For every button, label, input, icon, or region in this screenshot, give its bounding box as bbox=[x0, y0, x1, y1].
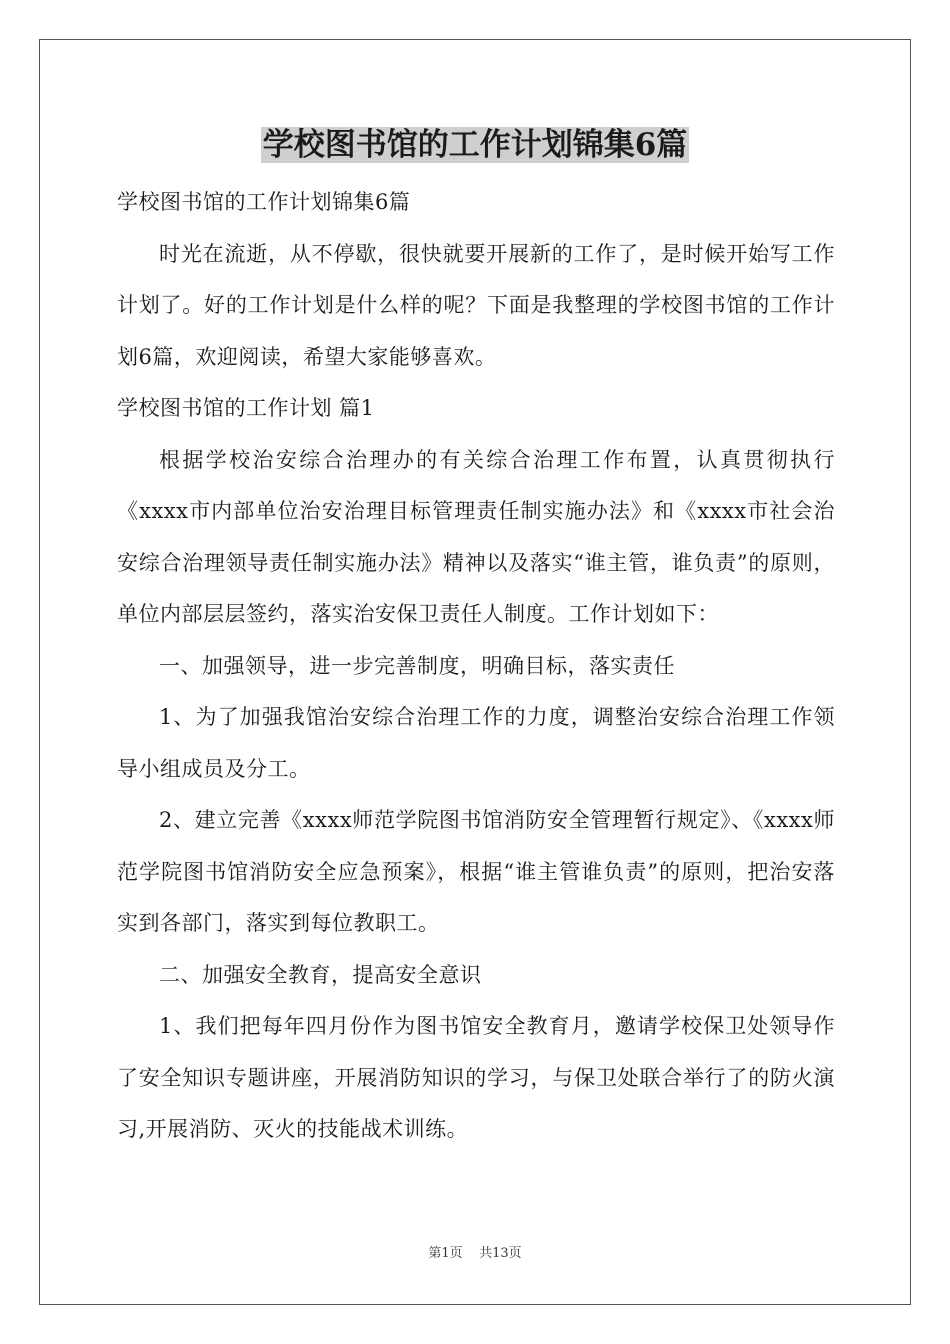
section-heading-1: 学校图书馆的工作计划 篇1 bbox=[117, 396, 375, 420]
document-title-text: 学校图书馆的工作计划锦集6篇 bbox=[262, 127, 688, 163]
paragraph-item-1-1: 1、为了加强我馆治安综合治理工作的力度，调整治安综合治理工作领导小组成员及分工。 bbox=[117, 705, 835, 781]
paragraph-item-2-1: 1、我们把每年四月份作为图书馆安全教育月，邀请学校保卫处领导作了安全知识专题讲座，开展消防知识的学习，与保卫处联合举行了的防火演习,开展消防、灭火的技能战术训练。 bbox=[117, 1014, 835, 1141]
paragraph-basis: 根据学校治安综合治理办的有关综合治理工作布置，认真贯彻执行《xxxx市内部单位治安治理目标管理责任制实施办法》和《xxxx市社会治安综合治理领导责任制实施办法》精神以及落实“谁主管，谁负责”的原则，单位内部层层签约，落实治安保卫责任人制度。工作计划如下： bbox=[117, 447, 835, 626]
document-body bbox=[117, 177, 835, 1156]
paragraph-intro: 时光在流逝，从不停歇，很快就要开展新的工作了，是时候开始写工作计划了。好的工作计划是什么样的呢？下面是我整理的学校图书馆的工作计划6篇，欢迎阅读，希望大家能够喜欢。 bbox=[117, 241, 835, 369]
paragraph-item-1-2: 2、建立完善《xxxx师范学院图书馆消防安全管理暂行规定》、《xxxx师范学院图书馆消防安全应急预案》，根据“谁主管谁负责”的原则，把治安落实到各部门，落实到每位教职工。 bbox=[117, 808, 835, 935]
document-title bbox=[0, 123, 950, 167]
page-footer bbox=[0, 1244, 950, 1264]
paragraph-item-heading-2: 二、加强安全教育，提高安全意识 bbox=[159, 962, 482, 987]
page-total: 共13页 bbox=[479, 1246, 522, 1261]
page-number: 第1页 bbox=[428, 1246, 463, 1261]
paragraph-subtitle: 学校图书馆的工作计划锦集6篇 bbox=[117, 190, 411, 214]
paragraph-item-heading-1: 一、加强领导，进一步完善制度，明确目标，落实责任 bbox=[159, 653, 675, 678]
